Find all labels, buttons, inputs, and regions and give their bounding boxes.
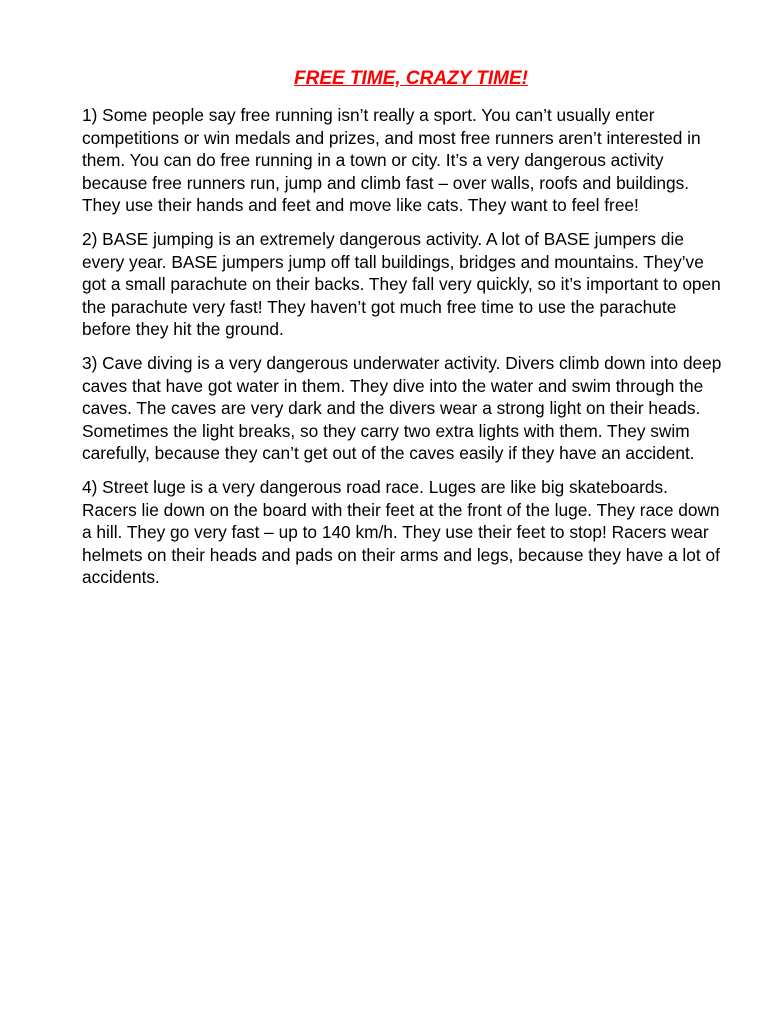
paragraph-street-luge: 4) Street luge is a very dangerous road race. Luges are like big skateboards. Racers lie down on the board with their feet at the front of the luge. They race down a hill. They go very fast – up to 140 km/h. They use their feet to stop! Racers wear helmets on their heads and pads on their arms and legs, because they have a lot of accidents. xyxy=(82,476,720,588)
document-page xyxy=(82,66,722,600)
paragraph-base-jumping: 2) BASE jumping is an extremely dangerous activity. A lot of BASE jumpers die every year. BASE jumpers jump off tall buildings, bridges and mountains. They’ve got a small parachute on their backs. They fall very quickly, so it’s important to open the parachute very fast! They haven’t got much free time to use the parachute before they hit the ground. xyxy=(82,228,721,340)
paragraph-free-running: 1) Some people say free running isn’t really a sport. You can’t usually enter competitions or win medals and prizes, and most free runners aren’t interested in them. You can do free running in a town or city. It’s a very dangerous activity because free runners run, jump and climb fast – over walls, roofs and buildings. They use their hands and feet and move like cats. They want to feel free! xyxy=(82,105,701,216)
paragraph-cave-diving: 3) Cave diving is a very dangerous underwater activity. Divers climb down into deep caves that have got water in them. They dive into the water and swim through the caves. The caves are very dark and the divers wear a strong light on their heads. Sometimes the light breaks, so they carry two extra lights with them. They swim carefully, because they can’t get out of the caves easily if they have an accident. xyxy=(82,352,722,464)
document-title: FREE TIME, CRAZY TIME! xyxy=(294,68,528,89)
